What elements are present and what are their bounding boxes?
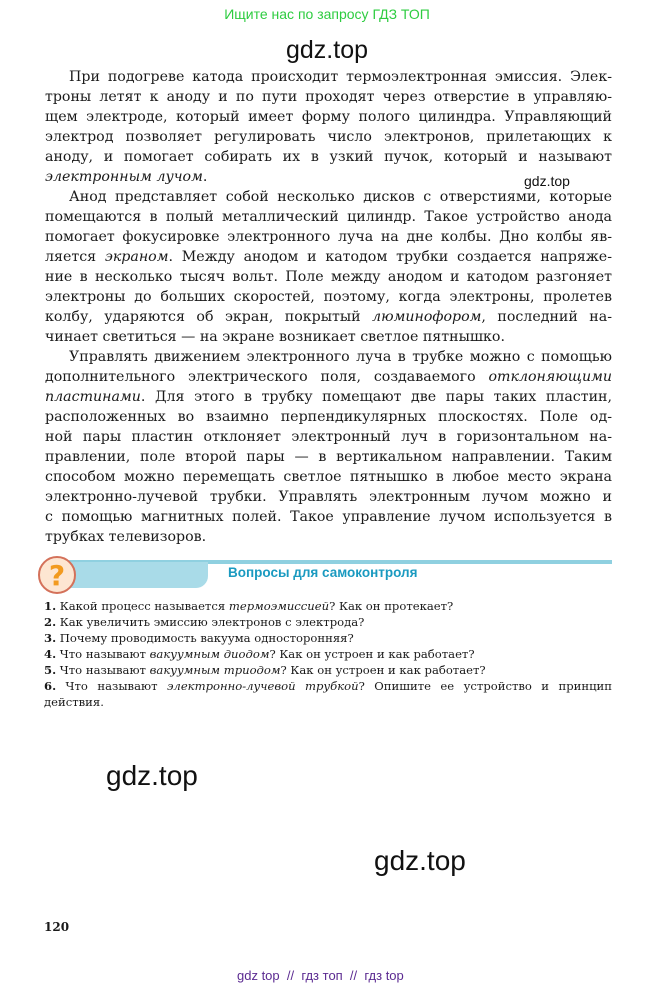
watermark: gdz.top — [106, 760, 198, 791]
question-text: Как увеличить эмиссию электронов с электрода? — [56, 615, 365, 629]
text-line — [45, 327, 612, 347]
question-mark-icon: ? — [38, 556, 76, 594]
header-tab — [58, 562, 208, 588]
text-segment: электроны до больших скоростей, поэтому, когда электроны, пролетев — [45, 289, 612, 305]
footer-links: gdz top // гдз топ // гдз top — [237, 968, 404, 983]
question-number: 1. — [44, 599, 57, 613]
question-text: ? Как он протекает? — [329, 599, 454, 613]
text-segment: помещаются в полый металлический цилиндр. Такое устройство анода — [45, 209, 612, 225]
question-text: Почему проводимость вакуума односторонняя? — [56, 631, 354, 645]
emphasized-term: электронным лучом — [45, 169, 203, 185]
emphasized-term: экраном — [104, 249, 169, 265]
text-segment: расположенных во взаимно перпендикулярных плоскостях. Поле од- — [45, 409, 612, 425]
text-segment: аноду, и помогает собирать их в узкий пучок, который и называют — [45, 149, 612, 165]
question-text: Какой процесс называется — [56, 599, 229, 613]
question-item — [44, 598, 612, 614]
text-line — [45, 107, 612, 127]
text-segment: электрод позволяет регулировать число электронов, прилетающих к — [45, 129, 612, 145]
text-segment: дополнительного электрического поля, создаваемого — [45, 369, 489, 385]
text-segment: ние в несколько тысяч вольт. Поле между анодом и катодом разгоняет — [45, 269, 612, 285]
text-line — [45, 347, 612, 367]
question-text: ? Как он устроен и как работает? — [269, 647, 475, 661]
question-number: 5. — [44, 663, 57, 677]
page-number: 120 — [44, 920, 70, 934]
text-segment: ляется — [45, 249, 105, 265]
text-segment: колбу, ударяются об экран, покрытый — [45, 309, 373, 325]
questions-list — [44, 598, 612, 710]
text-segment: . Для этого в трубку помещают две пары таких пластин, — [140, 389, 612, 405]
emphasized-term: вакуумным триодом — [149, 663, 281, 677]
text-segment: ной пары пластин отклоняет электронный луч в горизонтальном на- — [45, 429, 612, 445]
text-line — [45, 307, 612, 327]
text-line — [45, 187, 612, 207]
emphasized-term: пластинами — [45, 389, 141, 405]
watermark: gdz.top — [286, 36, 369, 64]
text-line — [45, 407, 612, 427]
question-text: Что называют — [56, 679, 167, 693]
text-line — [45, 227, 612, 247]
question-number: 2. — [44, 615, 57, 629]
text-line — [45, 207, 612, 227]
text-segment: . Между анодом и катодом трубки создается напряже- — [168, 249, 612, 265]
emphasized-term: вакуумным диодом — [149, 647, 270, 661]
text-segment: Управлять движением электронного луча в трубке можно с помощью — [69, 349, 612, 365]
text-line — [45, 127, 612, 147]
emphasized-term: электронно-лучевой трубкой — [166, 679, 359, 693]
text-segment: троны летят к аноду и по пути проходят через отверстие в управляю- — [45, 89, 612, 105]
text-line — [45, 147, 612, 167]
text-segment: Анод представляет собой несколько дисков с отверстиями, которые — [69, 189, 612, 205]
question-number: 6. — [44, 679, 57, 693]
text-segment: с помощью магнитных полей. Такое управление лучом используется в — [45, 509, 612, 525]
text-segment: чинает светиться — на экране возникает светлое пятнышко. — [45, 329, 505, 345]
text-line — [45, 287, 612, 307]
text-segment: щем электроде, который имеет форму полого цилиндра. Управляющий — [45, 109, 612, 125]
question-text: Что называют — [56, 647, 150, 661]
question-text: ? Опишите ее устройство и принцип действия. — [44, 679, 612, 709]
text-line — [45, 427, 612, 447]
text-segment: трубках телевизоров. — [45, 529, 207, 545]
questions-header — [38, 556, 612, 594]
text-line — [45, 267, 612, 287]
text-line — [45, 447, 612, 467]
question-number: 4. — [44, 647, 57, 661]
question-item — [44, 662, 612, 678]
text-line — [45, 387, 612, 407]
question-item — [44, 678, 612, 710]
emphasized-term: люминофором — [372, 309, 482, 325]
text-line — [45, 467, 612, 487]
watermark: gdz.top — [374, 845, 466, 876]
question-text: Что называют — [56, 663, 150, 677]
questions-title: Вопросы для самоконтроля — [228, 565, 418, 580]
emphasized-term: термоэмиссией — [228, 599, 330, 613]
search-banner: Ищите нас по запросу ГДЗ ТОП — [224, 6, 430, 22]
text-line — [45, 67, 612, 87]
text-segment: . — [202, 169, 208, 185]
text-line — [45, 487, 612, 507]
emphasized-term: отклоняющими — [488, 369, 612, 385]
question-number: 3. — [44, 631, 57, 645]
text-line — [45, 247, 612, 267]
text-segment: способом можно перемещать светлое пятнышко в любое место экрана — [45, 469, 612, 485]
text-line — [45, 367, 612, 387]
watermark: gdz.top — [524, 173, 570, 189]
text-line — [45, 527, 612, 547]
text-line — [45, 167, 612, 187]
text-segment: правлении, поле второй пары — в вертикальном направлении. Таким — [45, 449, 612, 465]
text-segment: помогает фокусировке электронного луча на дне колбы. Дно колбы яв- — [45, 229, 612, 245]
body-text — [45, 67, 612, 547]
text-segment: , последний на- — [481, 309, 612, 325]
question-text: ? Как он устроен и как работает? — [280, 663, 486, 677]
question-item — [44, 630, 612, 646]
text-line — [45, 87, 612, 107]
question-item — [44, 614, 612, 630]
question-item — [44, 646, 612, 662]
text-line — [45, 507, 612, 527]
text-segment: электронно-лучевой трубки. Управлять электронным лучом можно и — [45, 489, 612, 505]
text-segment: При подогреве катода происходит термоэлектронная эмиссия. Элек- — [69, 69, 612, 85]
